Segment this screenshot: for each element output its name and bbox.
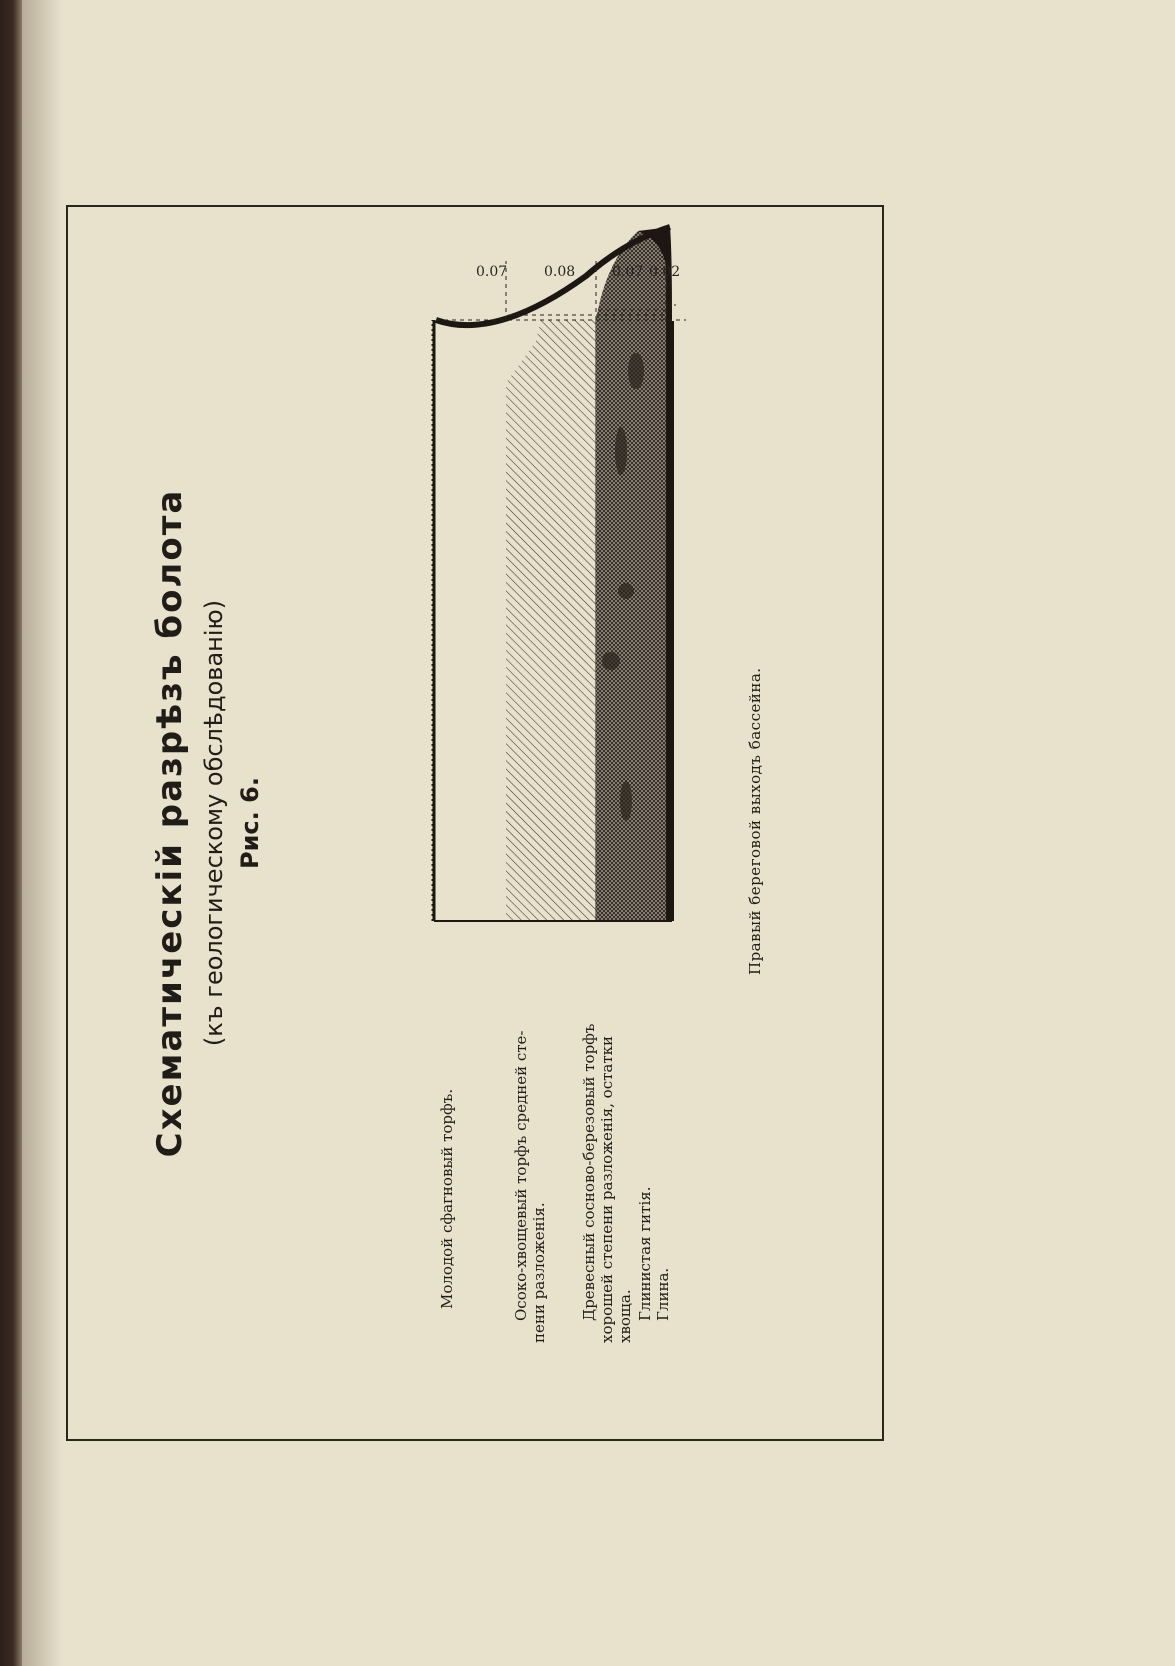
layer-sedge-horsetail xyxy=(506,320,596,921)
legend-sedge-line2: пени разложенія. xyxy=(530,1202,548,1343)
legend-woody-line3: хвоща. xyxy=(616,1289,634,1343)
legend-woody-line2: хорошей степени разложенія, остатки xyxy=(598,1035,616,1343)
plate-subtitle: (къ геологическому обслѣдованію) xyxy=(200,599,228,1047)
layer-sphagnum xyxy=(436,320,506,921)
depth-label-4: 0.02 xyxy=(649,264,681,280)
book-spine xyxy=(0,0,22,1666)
wood-remains-1 xyxy=(620,781,632,821)
figure-label: Рис. 6. xyxy=(236,777,264,869)
plate-title: Схематическій разрѣзъ болота xyxy=(150,488,190,1158)
wood-remains-4 xyxy=(615,427,627,475)
depth-label-3: 0.07 xyxy=(612,264,644,280)
legend-sedge-line1: Осоко-хвощевый торфъ средней сте- xyxy=(512,1030,530,1321)
legend-gyttja-text: Глинистая гитія. xyxy=(636,1186,654,1321)
wood-remains-2 xyxy=(602,652,620,670)
section-caption: Правый береговой выходъ бассейна. xyxy=(746,667,764,975)
legend-sphagnum-text: Молодой сфагновый торфъ. xyxy=(438,1088,456,1309)
wood-remains-3 xyxy=(618,583,634,599)
layer-clay xyxy=(666,321,674,921)
wood-remains-5 xyxy=(628,353,644,389)
layer-woody-peat xyxy=(596,231,666,921)
legend-woody-line1: Древесный сосново-березовый торфъ xyxy=(580,1023,598,1321)
spine-shadow xyxy=(22,0,62,1666)
rotated-plate-content xyxy=(66,205,884,1441)
depth-label-2: 0.08 xyxy=(544,264,576,280)
depth-label-1: 0.07 xyxy=(476,264,508,280)
legend-clay-text: Глина. xyxy=(654,1267,672,1321)
